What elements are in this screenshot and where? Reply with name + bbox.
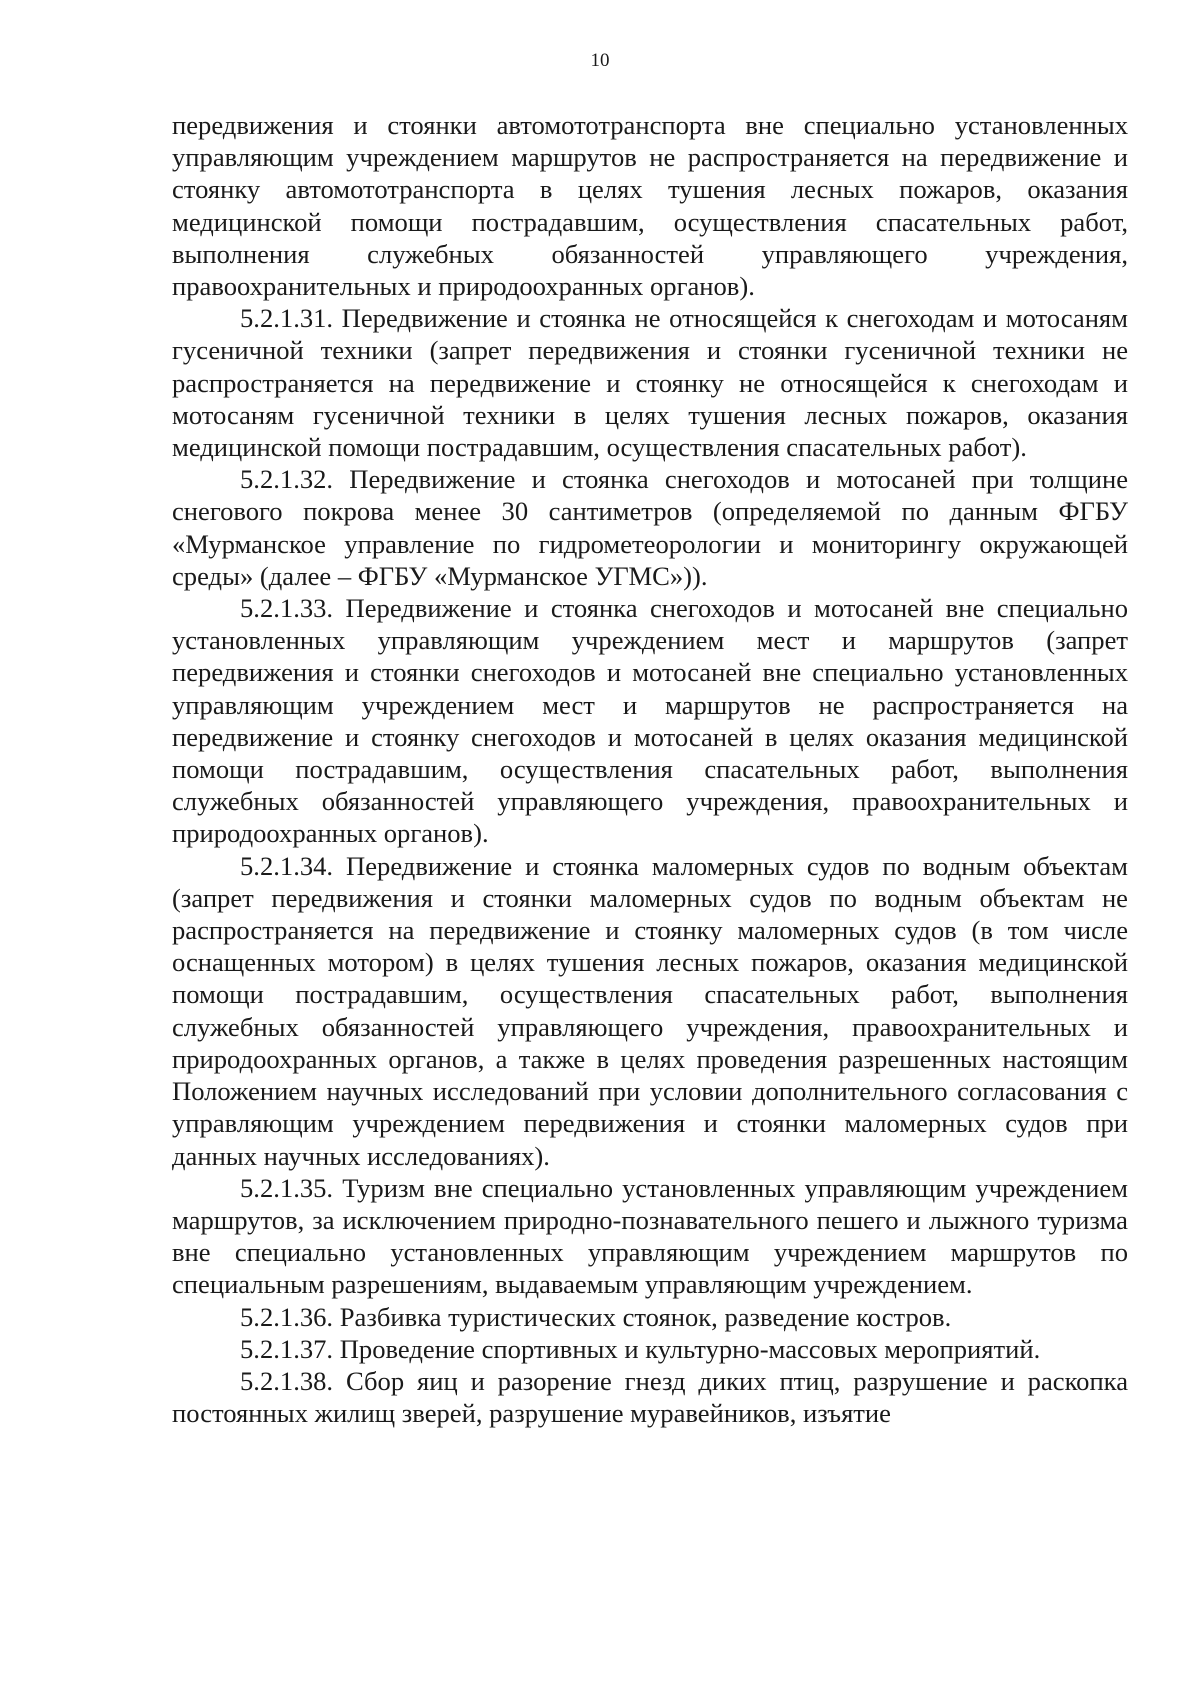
paragraph-5-2-1-31: 5.2.1.31. Передвижение и стоянка не относящейся к снегоходам и мотосаням гусеничной техники (запрет передвижения и стоянки гусеничной техники не распространяется на передвижение и стоянку не относящейся к снегоходам и мотосаням гусеничной техники в целях тушения лесных пожаров, оказания медицинской помощи пострадавшим, осуществления спасательных работ). <box>172 303 1128 463</box>
paragraph-5-2-1-32: 5.2.1.32. Передвижение и стоянка снегоходов и мотосаней при толщине снегового покрова менее 30 сантиметров (определяемой по данным ФГБУ «Мурманское управление по гидрометеорологии и мониторингу окружающей среды» (далее – ФГБУ «Мурманское УГМС»)). <box>172 464 1128 591</box>
paragraph-5-2-1-36: 5.2.1.36. Разбивка туристических стоянок, разведение костров. <box>240 1301 952 1332</box>
paragraph-5-2-1-34: 5.2.1.34. Передвижение и стоянка маломерных судов по водным объектам (запрет передвижения и стоянки маломерных судов по водным объектам не распространяется на передвижение и стоянку маломерных судов (в том числе оснащенных мотором) в целях тушения лесных пожаров, оказания медицинской помощи пострадавшим, осуществления спасательных работ, выполнения служебных обязанностей управляющего учреждения, правоохранительных и природоохранных органов, а также в целях проведения разрешенных настоящим Положением научных исследований при условии дополнительного согласования с управляющим учреждением передвижения и стоянки маломерных судов при данных научных исследованиях). <box>172 850 1128 1171</box>
paragraph-5-2-1-33: 5.2.1.33. Передвижение и стоянка снегоходов и мотосаней вне специально установленных управляющим учреждением мест и маршрутов (запрет передвижения и стоянки снегоходов и мотосаней вне специально установленных управляющим учреждением мест и маршрутов не распространяется на передвижение и стоянку снегоходов и мотосаней в целях оказания медицинской помощи пострадавшим, осуществления спасательных работ, выполнения служебных обязанностей управляющего учреждения, правоохранительных и природоохранных органов). <box>172 593 1128 849</box>
paragraph-5-2-1-37: 5.2.1.37. Проведение спортивных и культурно-массовых мероприятий. <box>240 1333 1041 1364</box>
paragraph-5-2-1-35: 5.2.1.35. Туризм вне специально установленных управляющим учреждением маршрутов, за исключением природно-познавательного пешего и лыжного туризма вне специально установленных управляющим учреждением маршрутов по специальным разрешениям, выдаваемым управляющим учреждением. <box>172 1172 1128 1300</box>
paragraph-continuation: передвижения и стоянки автомототранспорта вне специально установленных управляющим учреждением маршрутов не распространяется на передвижение и стоянку автомототранспорта в целях тушения лесных пожаров, оказания медицинской помощи пострадавшим, осуществления спасательных работ, выполнения служебных обязанностей управляющего учреждения, правоохранительных и природоохранных органов). <box>172 110 1128 302</box>
paragraph-5-2-1-38: 5.2.1.38. Сбор яиц и разорение гнезд диких птиц, разрушение и раскопка постоянных жилищ зверей, разрушение муравейников, изъятие <box>172 1365 1128 1429</box>
document-body <box>172 109 1128 1429</box>
page-number: 10 <box>590 50 610 71</box>
